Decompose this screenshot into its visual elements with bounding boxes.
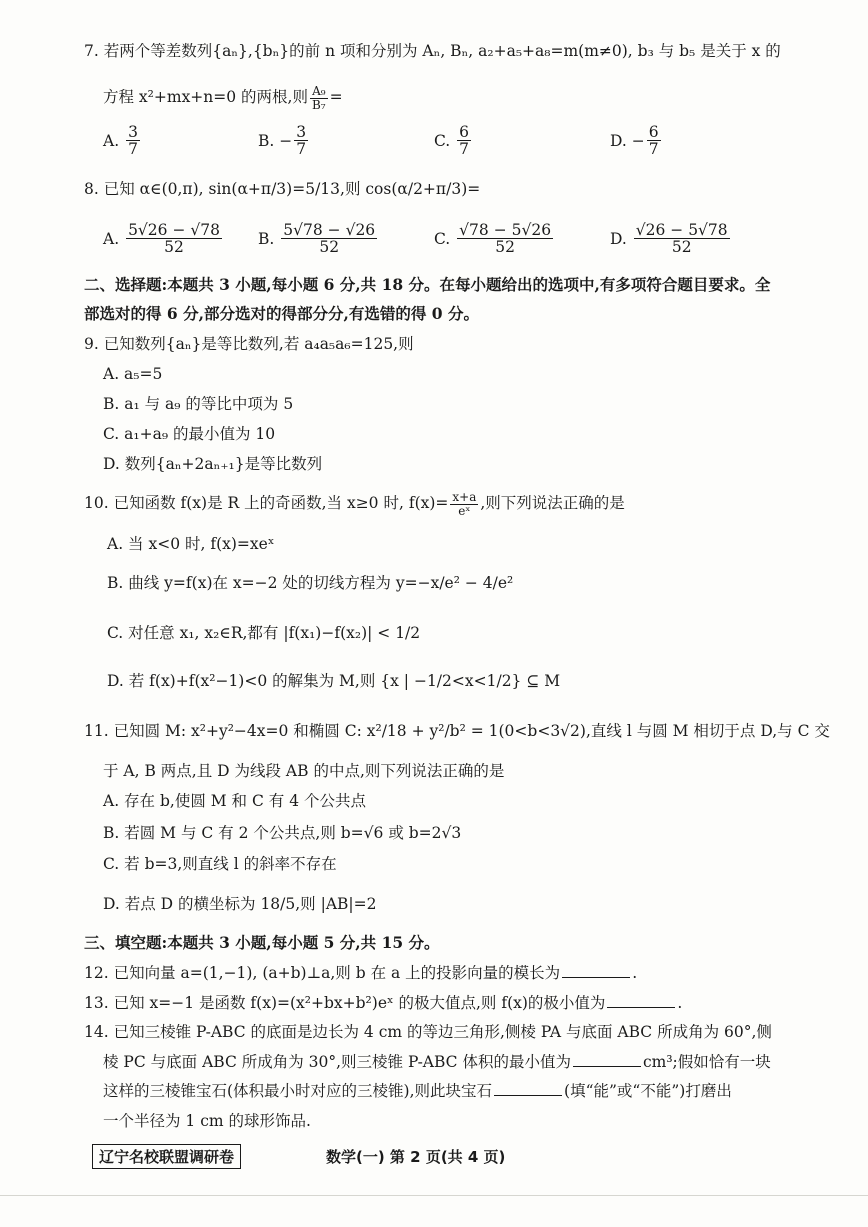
q13-answer-blank[interactable]: [607, 993, 675, 1008]
q11-option-d[interactable]: D. 若点 D 的横坐标为 18/5,则 |AB|=2: [103, 895, 377, 913]
q9-option-c[interactable]: C. a₁+a₉ 的最小值为 10: [103, 425, 276, 443]
q7-option-c[interactable]: C. $\frac{6}{7}$: [434, 123, 470, 159]
q9-stem: 9. 已知数列{aₙ}是等比数列,若 a₄a₅a₆=125,则: [84, 335, 414, 353]
q10-option-a[interactable]: A. 当 x<0 时, f(x)=xeˣ: [107, 535, 275, 553]
q7-stem-line1: 7. 若两个等差数列{aₙ},{bₙ}的前 n 项和分别为 Aₙ, Bₙ, a₂+a₅+a₈=m(m≠0), b₃ 与 b₅ 是关于 x 的: [84, 42, 781, 60]
q14-volume-blank[interactable]: [573, 1052, 641, 1067]
q11-option-c[interactable]: C. 若 b=3,则直线 l 的斜率不存在: [103, 855, 337, 873]
q8-option-c[interactable]: C. $\frac{√78 - 5√26}{52}$: [434, 221, 552, 257]
q7-option-d[interactable]: D. − $\frac{6}{7}$: [610, 123, 659, 159]
q14-line4: 一个半径为 1 cm 的球形饰品.: [103, 1112, 311, 1130]
q10-option-c[interactable]: C. 对任意 x₁, x₂∈R,都有 |f(x₁)−f(x₂)| < 1/2: [107, 624, 421, 642]
page-number-info: 数学(一) 第 2 页(共 4 页): [326, 1148, 506, 1166]
exam-brand-box: 辽宁名校联盟调研卷: [92, 1144, 241, 1169]
q7-options: [103, 124, 828, 164]
q7-ratio-fraction: $\frac{\text{A₉}}{\text{B₇}}$: [311, 83, 326, 112]
q8-option-b[interactable]: B. $\frac{5√78 - √26}{52}$: [258, 221, 376, 257]
q13-stem: 13. 已知 x=−1 是函数 f(x)=(x²+bx+b²)eˣ 的极大值点,则 f(x)的极小值为 .: [84, 994, 683, 1012]
q10-function-fraction: $\frac{x+a}{\text{eˣ}}$: [452, 489, 477, 518]
q14-line2: 棱 PC 与底面 ABC 所成角为 30°,则三棱锥 P-ABC 体积的最小值为 cm³;假如恰有一块: [103, 1053, 771, 1071]
section-3-header: 三、填空题:本题共 3 小题,每小题 5 分,共 15 分。: [84, 933, 440, 952]
q12-stem: 12. 已知向量 a=(1,−1), (a+b)⊥a,则 b 在 a 上的投影向量的模长为 .: [84, 964, 638, 982]
q7-option-a[interactable]: A. $\frac{3}{7}$: [103, 123, 138, 159]
q8-options: [103, 222, 828, 262]
bottom-divider: [0, 1195, 868, 1196]
q9-option-a[interactable]: A. a₅=5: [103, 365, 163, 383]
q8-stem: 8. 已知 α∈(0,π), sin(α+π/3)=5/13,则 cos(α/2+π/3)=: [84, 180, 481, 198]
q10-option-b[interactable]: B. 曲线 y=f(x)在 x=−2 处的切线方程为 y=−x/e² − 4/e²: [107, 574, 514, 592]
q8-option-a[interactable]: A. $\frac{5√26 - √78}{52}$: [103, 221, 220, 257]
q14-line1: 14. 已知三棱锥 P-ABC 的底面是边长为 4 cm 的等边三角形,侧棱 PA 与底面 ABC 所成角为 60°,侧: [84, 1023, 772, 1041]
q14-line3: 这样的三棱锥宝石(体积最小时对应的三棱锥),则此块宝石 (填“能”或“不能”)打磨出: [103, 1082, 732, 1100]
q12-answer-blank[interactable]: [562, 963, 630, 978]
section-2-header-line2: 部选对的得 6 分,部分选对的得部分分,有选错的得 0 分。: [84, 304, 479, 323]
q7-stem-line2: 方程 x²+mx+n=0 的两根,则 $\frac{\text{A₉}}{\text{B₇}}$ =: [103, 83, 343, 112]
q10-stem: 10. 已知函数 f(x)是 R 上的奇函数,当 x≥0 时, f(x)= $\frac{x+a}{\text{eˣ}}$ ,则下列说法正确的是: [84, 489, 625, 518]
q7-option-b[interactable]: B. − $\frac{3}{7}$: [258, 123, 307, 159]
q11-stem-line1: 11. 已知圆 M: x²+y²−4x=0 和椭圆 C: x²/18 + y²/b² = 1(0<b<3√2),直线 l 与圆 M 相切于点 D,与 C 交: [84, 722, 830, 740]
q11-stem-line2: 于 A, B 两点,且 D 为线段 AB 的中点,则下列说法正确的是: [103, 762, 505, 780]
q10-option-d[interactable]: D. 若 f(x)+f(x²−1)<0 的解集为 M,则 {x | −1/2<x<1/2} ⊆ M: [107, 672, 561, 690]
q11-option-b[interactable]: B. 若圆 M 与 C 有 2 个公共点,则 b=√6 或 b=2√3: [103, 824, 462, 842]
section-2-header-line1: 二、选择题:本题共 3 小题,每小题 6 分,共 18 分。在每小题给出的选项中,有多项符合题目要求。全: [84, 275, 771, 294]
q9-option-b[interactable]: B. a₁ 与 a₉ 的等比中项为 5: [103, 395, 294, 413]
q9-option-d[interactable]: D. 数列{aₙ+2aₙ₊₁}是等比数列: [103, 455, 323, 473]
q11-option-a[interactable]: A. 存在 b,使圆 M 和 C 有 4 个公共点: [103, 792, 366, 810]
q8-option-d[interactable]: D. $\frac{√26 - 5√78}{52}$: [610, 221, 728, 257]
page-footer: [92, 1144, 652, 1170]
q14-yes-no-blank[interactable]: [494, 1081, 562, 1096]
